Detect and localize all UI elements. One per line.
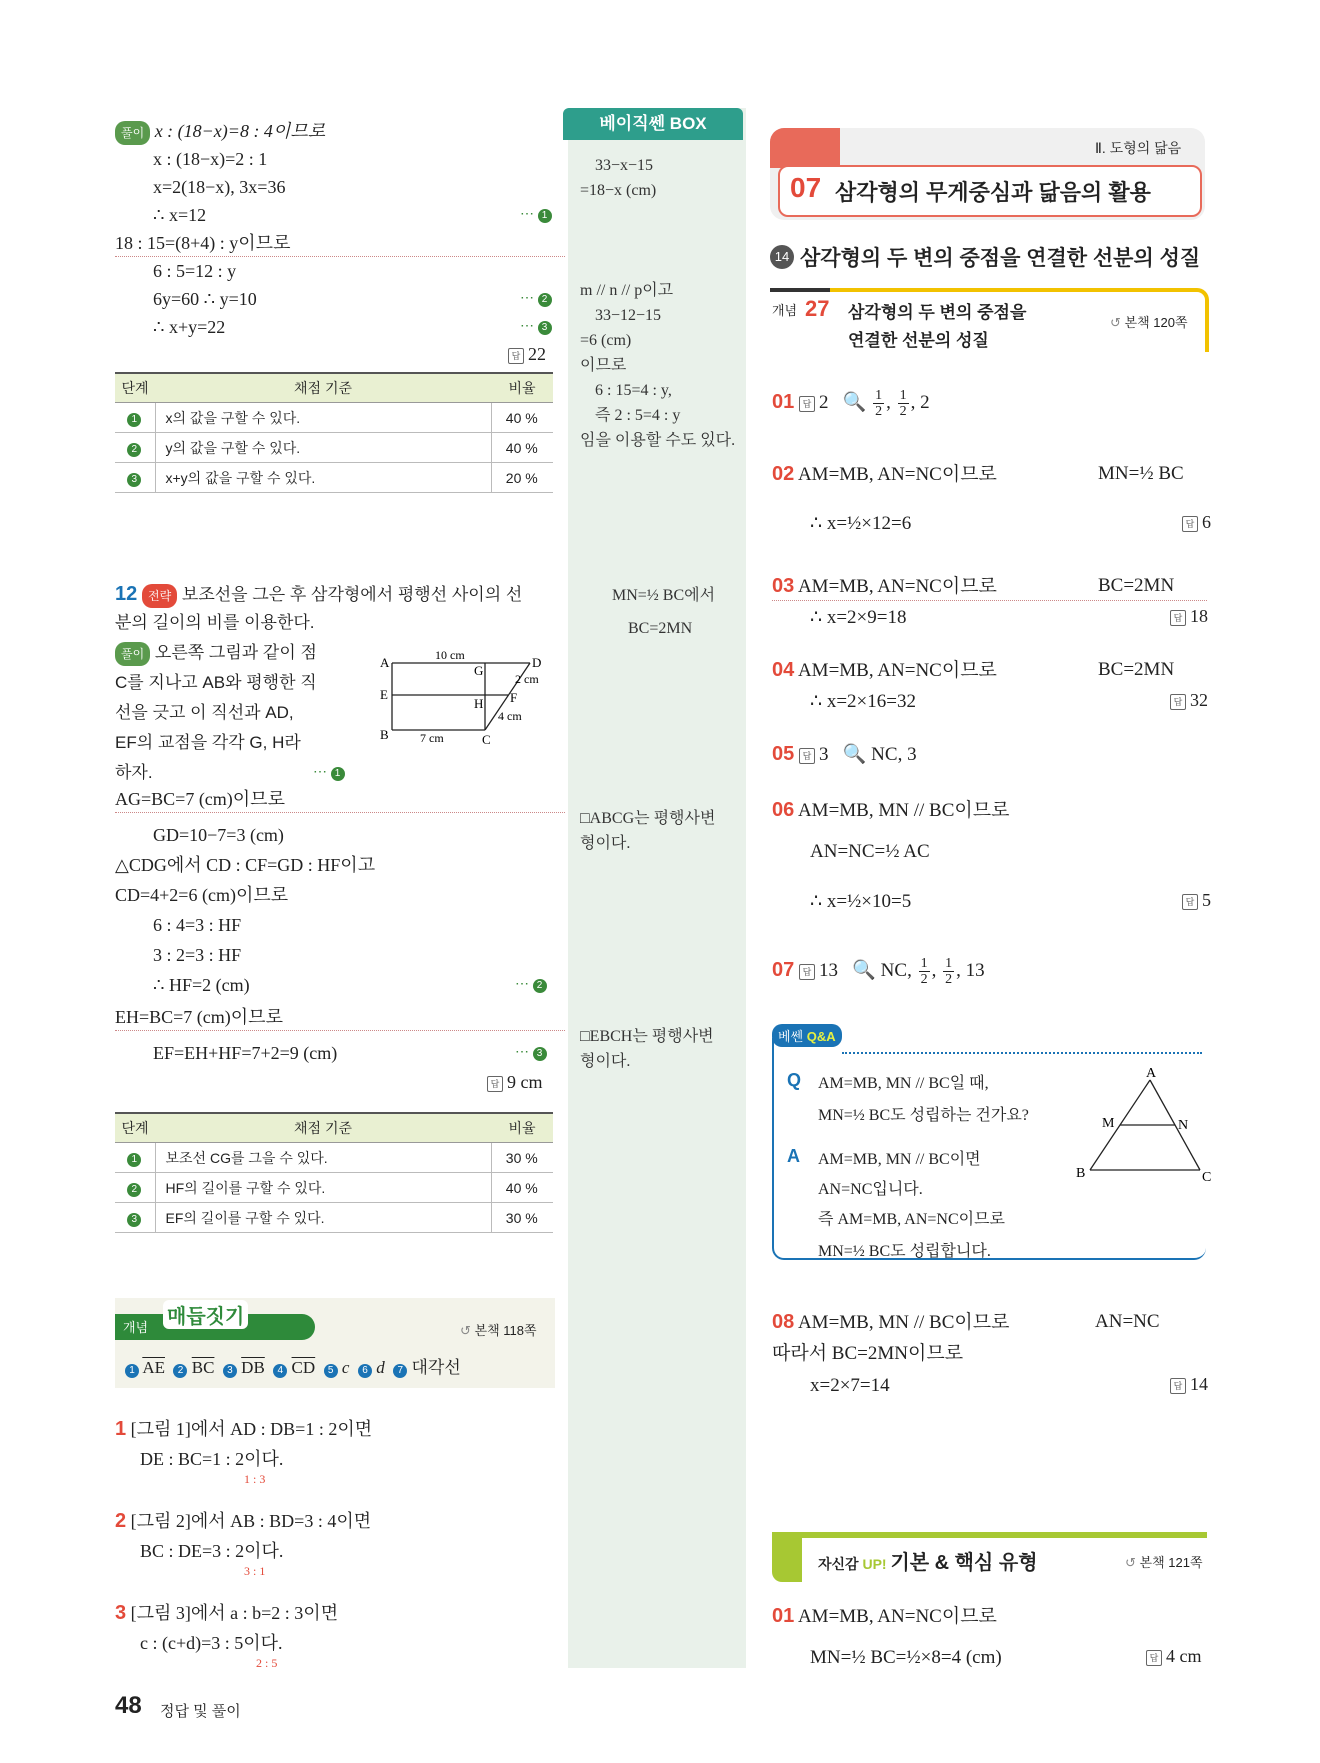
mid-note: 즉 2 : 5=4 : y [595, 407, 681, 424]
mid-note: 형이다. [580, 835, 631, 852]
step-marker: ⋯ 3 [520, 318, 552, 335]
p12-line-8: EH=BC=7 (cm)이므로 [115, 1007, 283, 1027]
wrapup-ref: ↺ 본책 118쪽 [460, 1323, 537, 1338]
mid-note: 6 : 15=4 : y, [595, 382, 672, 399]
fig-label-A: A [380, 655, 390, 670]
fig-label-r2: 4 cm [498, 709, 522, 723]
table-row: 1 x의 값을 구할 수 있다. 40 % [115, 403, 553, 433]
qa-divider [842, 1052, 1202, 1054]
r-answer-04: 답 32 [1170, 690, 1208, 711]
r-answer-03: 답 18 [1170, 606, 1208, 627]
answer-icon: 답 [508, 348, 524, 364]
r-problem-04-side: BC=2MN [1098, 659, 1175, 680]
p12-line-1: AG=BC=7 (cm)이므로 [115, 789, 285, 809]
basic-box-title: 베이직쎈 BOX [563, 108, 743, 140]
section-accent [770, 128, 840, 168]
sol-line-3: x=2(18−x), 3x=36 [153, 177, 286, 197]
table-row: 2 HF의 길이를 구할 수 있다. 40 % [115, 1173, 553, 1203]
q3-line-b: c : (c+d)=3 : 5이다. [140, 1633, 283, 1653]
table-row: 1 보조선 CG를 그을 수 있다. 30 % [115, 1143, 553, 1173]
table-row: 3 EF의 길이를 구할 수 있다. 30 % [115, 1203, 553, 1233]
qa-a-mark: A [787, 1146, 800, 1166]
band-ref: ↺ 본책 121쪽 [1125, 1555, 1203, 1570]
chapter-label: Ⅱ. 도형의 닮음 [1095, 140, 1182, 156]
r-problem-06-b: AN=NC=½ AC [810, 841, 930, 862]
section-number: 07 [790, 172, 822, 203]
step-marker: ⋯ 2 [520, 290, 552, 307]
fig-label-H: H [474, 696, 484, 711]
fig-label-C: C [482, 732, 491, 747]
wrapup-tag: 개념 [123, 1320, 149, 1335]
q2-line-b: BC : DE=3 : 2이다. [140, 1541, 284, 1561]
sol-line-1: 풀이 x : (18−x)=8 : 4이므로 [115, 120, 325, 145]
step-marker: ⋯ 3 [515, 1044, 547, 1061]
concept-number: 27 [805, 296, 830, 321]
mid-note: =18−x (cm) [580, 182, 657, 199]
answer-2: 답 9 cm [487, 1072, 543, 1093]
page-label: 정답 및 풀이 [160, 1703, 241, 1720]
concept-tag: 개념 [772, 303, 798, 318]
qa-answer-3: 즉 AM=MB, AN=NC이므로 [818, 1211, 1006, 1228]
wrapup-items: 1 $\overline{AE}$ 2 $\overline{BC}$ 3 $\overline{DB}$ 4 $\overline{CD}$ 5 c 6 d 7 대각선 [125, 1353, 461, 1378]
q1-line-b: DE : BC=1 : 2이다. [140, 1449, 284, 1469]
qa-triangle-figure [1070, 1065, 1210, 1185]
r-problem-03-b: ∴ x=2×9=18 [810, 607, 907, 628]
p12-line-7: ∴ HF=2 (cm) [153, 975, 250, 995]
tri-label-B: B [1076, 1166, 1086, 1181]
p12-line-2: GD=10−7=3 (cm) [153, 825, 284, 845]
mid-note: □EBCH는 평행사변 [580, 1028, 714, 1045]
scoring-table-2: 단계 채점 기준 비율 1 보조선 CG를 그을 수 있다. 30 % 2 HF의 길이를 구할 수 있다. 40 % 3 EF의 길이를 구할 수 있다. 30 % [115, 1112, 553, 1233]
step-marker: ⋯ 1 [520, 206, 552, 223]
qa-brand: 베쎈 Q&A [772, 1024, 842, 1047]
concept-wrapup-box [115, 1298, 555, 1388]
subsection-title: 삼각형의 두 변의 중점을 연결한 선분의 성질 [800, 247, 1201, 270]
r-problem-06-c: ∴ x=½×10=5 [810, 891, 912, 912]
fig-label-top: 10 cm [435, 648, 465, 662]
concept-ref: ↺ 본책 120쪽 [1110, 315, 1188, 330]
section-title: 삼각형의 무게중심과 닮음의 활용 [835, 180, 1151, 205]
sol-line-5: 18 : 15=(8+4) : y이므로 [115, 233, 291, 253]
mid-note: BC=2MN [628, 620, 693, 637]
qa-question-2: MN=½ BC도 성립하는 건가요? [818, 1107, 1029, 1124]
problem-12-strategy-2: 분의 길이의 비를 이용한다. [115, 613, 315, 632]
table-row: 3 x+y의 값을 구할 수 있다. 20 % [115, 463, 553, 493]
concept-title-b: 연결한 선분의 성질 [848, 331, 989, 350]
sol-line-8: ∴ x+y=22 [153, 317, 226, 337]
mid-note: 33−12−15 [595, 307, 662, 324]
table-row: 2 y의 값을 구할 수 있다. 40 % [115, 433, 553, 463]
p12-sol-c: 선을 긋고 이 직선과 AD, [115, 703, 294, 722]
mid-note: m // n // p이고 [580, 282, 674, 299]
mid-note: 형이다. [580, 1053, 631, 1070]
r-answer-06: 답 5 [1182, 890, 1211, 911]
q1-line-a: 1 [그림 1]에서 AD : DB=1 : 2이면 [115, 1418, 373, 1440]
qa-answer-1: AM=MB, MN // BC이면 [818, 1151, 981, 1168]
qa-question-1: AM=MB, MN // BC일 때, [818, 1075, 989, 1092]
solution-badge: 풀이 [115, 121, 150, 145]
mid-note: 이므로 [580, 357, 627, 374]
r-problem-02-side: MN=½ BC [1098, 463, 1184, 484]
scoring-table-1: 단계 채점 기준 비율 1 x의 값을 구할 수 있다. 40 % 2 y의 값을 구할 수 있다. 40 % 3 x+y의 값을 구할 수 있다. 20 % [115, 372, 553, 493]
band-problem-01-b: MN=½ BC=½×8=4 (cm) [810, 1647, 1002, 1668]
sol-line-4: ∴ x=12 [153, 205, 207, 225]
q3-line-a: 3 [그림 3]에서 a : b=2 : 3이면 [115, 1602, 339, 1624]
step-marker: ⋯ 2 [515, 976, 547, 993]
r-problem-02-b: ∴ x=½×12=6 [810, 513, 912, 534]
trapezoid-figure [380, 645, 555, 745]
fig-label-r1: 2 cm [515, 672, 539, 686]
fig-label-E: E [380, 687, 388, 702]
problem-12-strategy: 12 전략 보조선을 그은 후 삼각형에서 평행선 사이의 선 [115, 583, 522, 608]
fig-label-bot: 7 cm [420, 731, 444, 745]
r-problem-01: 01 답 2 🔍 $\frac{1}{2}$ , $\frac{1}{2}$ , 2 [772, 388, 930, 419]
subsection-number: 14 [770, 245, 794, 269]
hint-icon: 🔍 [842, 391, 867, 413]
r-problem-08: 08 AM=MB, MN // BC이므로 [772, 1311, 1010, 1333]
page-number: 48 [115, 1692, 142, 1719]
tri-label-N: N [1178, 1118, 1189, 1133]
qa-answer-4: MN=½ BC도 성립합니다. [818, 1243, 991, 1260]
sol-line-7: 6y=60 ∴ y=10 [153, 289, 257, 309]
tri-label-M: M [1102, 1116, 1115, 1131]
r-problem-04: 04 AM=MB, AN=NC이므로 [772, 659, 997, 681]
q2-line-a: 2 [그림 2]에서 AB : BD=3 : 4이면 [115, 1510, 372, 1532]
r-problem-06: 06 AM=MB, MN // BC이므로 [772, 799, 1010, 821]
p12-sol-e: 하자. [115, 763, 153, 782]
p12-line-9: EF=EH+HF=7+2=9 (cm) [153, 1043, 338, 1063]
mid-note: 33−x−15 [595, 157, 654, 174]
answer-1: 답 22 [508, 344, 546, 365]
p12-line-3: △CDG에서 CD : CF=GD : HF이고 [115, 855, 376, 875]
sol-line-6: 6 : 5=12 : y [153, 261, 237, 281]
tri-label-C: C [1202, 1170, 1212, 1185]
r-answer-08: 답 14 [1170, 1374, 1208, 1395]
p12-line-6: 3 : 2=3 : HF [153, 945, 242, 965]
concept-title-a: 삼각형의 두 변의 중점을 [848, 303, 1027, 322]
r-problem-02: 02 AM=MB, AN=NC이므로 [772, 463, 997, 485]
fig-label-B: B [380, 727, 389, 742]
r-problem-03: 03 AM=MB, AN=NC이므로 [772, 575, 997, 597]
r-problem-08-b: 따라서 BC=2MN이므로 [772, 1343, 964, 1364]
fig-label-G: G [474, 663, 484, 678]
sol-line-2: x : (18−x)=2 : 1 [153, 149, 268, 169]
fig-label-F: F [510, 690, 518, 705]
qa-q-mark: Q [787, 1070, 802, 1090]
band-title: 자신감 UP! 기본 & 핵심 유형 [818, 1552, 1038, 1574]
mid-note: MN=½ BC에서 [612, 587, 716, 604]
q2-correction: 3 : 1 [244, 1564, 266, 1578]
r-problem-03-side: BC=2MN [1098, 575, 1175, 596]
r-problem-04-b: ∴ x=2×16=32 [810, 691, 916, 712]
mid-note: 임을 이용할 수도 있다. [580, 432, 736, 449]
r-problem-05: 05 답 3 🔍 NC, 3 [772, 743, 917, 765]
step-marker: ⋯ 1 [313, 764, 345, 781]
fig-label-D: D [532, 655, 542, 670]
r-problem-08-side: AN=NC [1095, 1311, 1160, 1332]
p12-line-4: CD=4+2=6 (cm)이므로 [115, 885, 289, 905]
mid-note: □ABCG는 평행사변 [580, 810, 716, 827]
qa-answer-2: AN=NC입니다. [818, 1181, 923, 1198]
q3-correction: 2 : 5 [256, 1656, 278, 1670]
band-problem-01: 01 AM=MB, AN=NC이므로 [772, 1605, 997, 1627]
mid-note: =6 (cm) [580, 332, 632, 349]
p12-line-5: 6 : 4=3 : HF [153, 915, 242, 935]
r-problem-07: 07 답 13 🔍 NC, $\frac{1}{2}$ , $\frac{1}{2}$ , 13 [772, 956, 985, 987]
p12-sol-d: EF의 교점을 각각 G, H라 [115, 733, 301, 752]
p12-sol-b: C를 지나고 AB와 평행한 직 [115, 673, 317, 692]
p12-sol-a: 풀이 오른쪽 그림과 같이 점 [115, 642, 317, 666]
tri-label-A: A [1146, 1066, 1157, 1081]
band-answer-01: 답 4 cm [1146, 1646, 1202, 1667]
r-answer-02: 답 6 [1182, 512, 1211, 533]
wrapup-title: 매듭짓기 [163, 1300, 248, 1329]
q1-correction: 1 : 3 [244, 1472, 266, 1486]
r-problem-08-c: x=2×7=14 [810, 1375, 890, 1396]
